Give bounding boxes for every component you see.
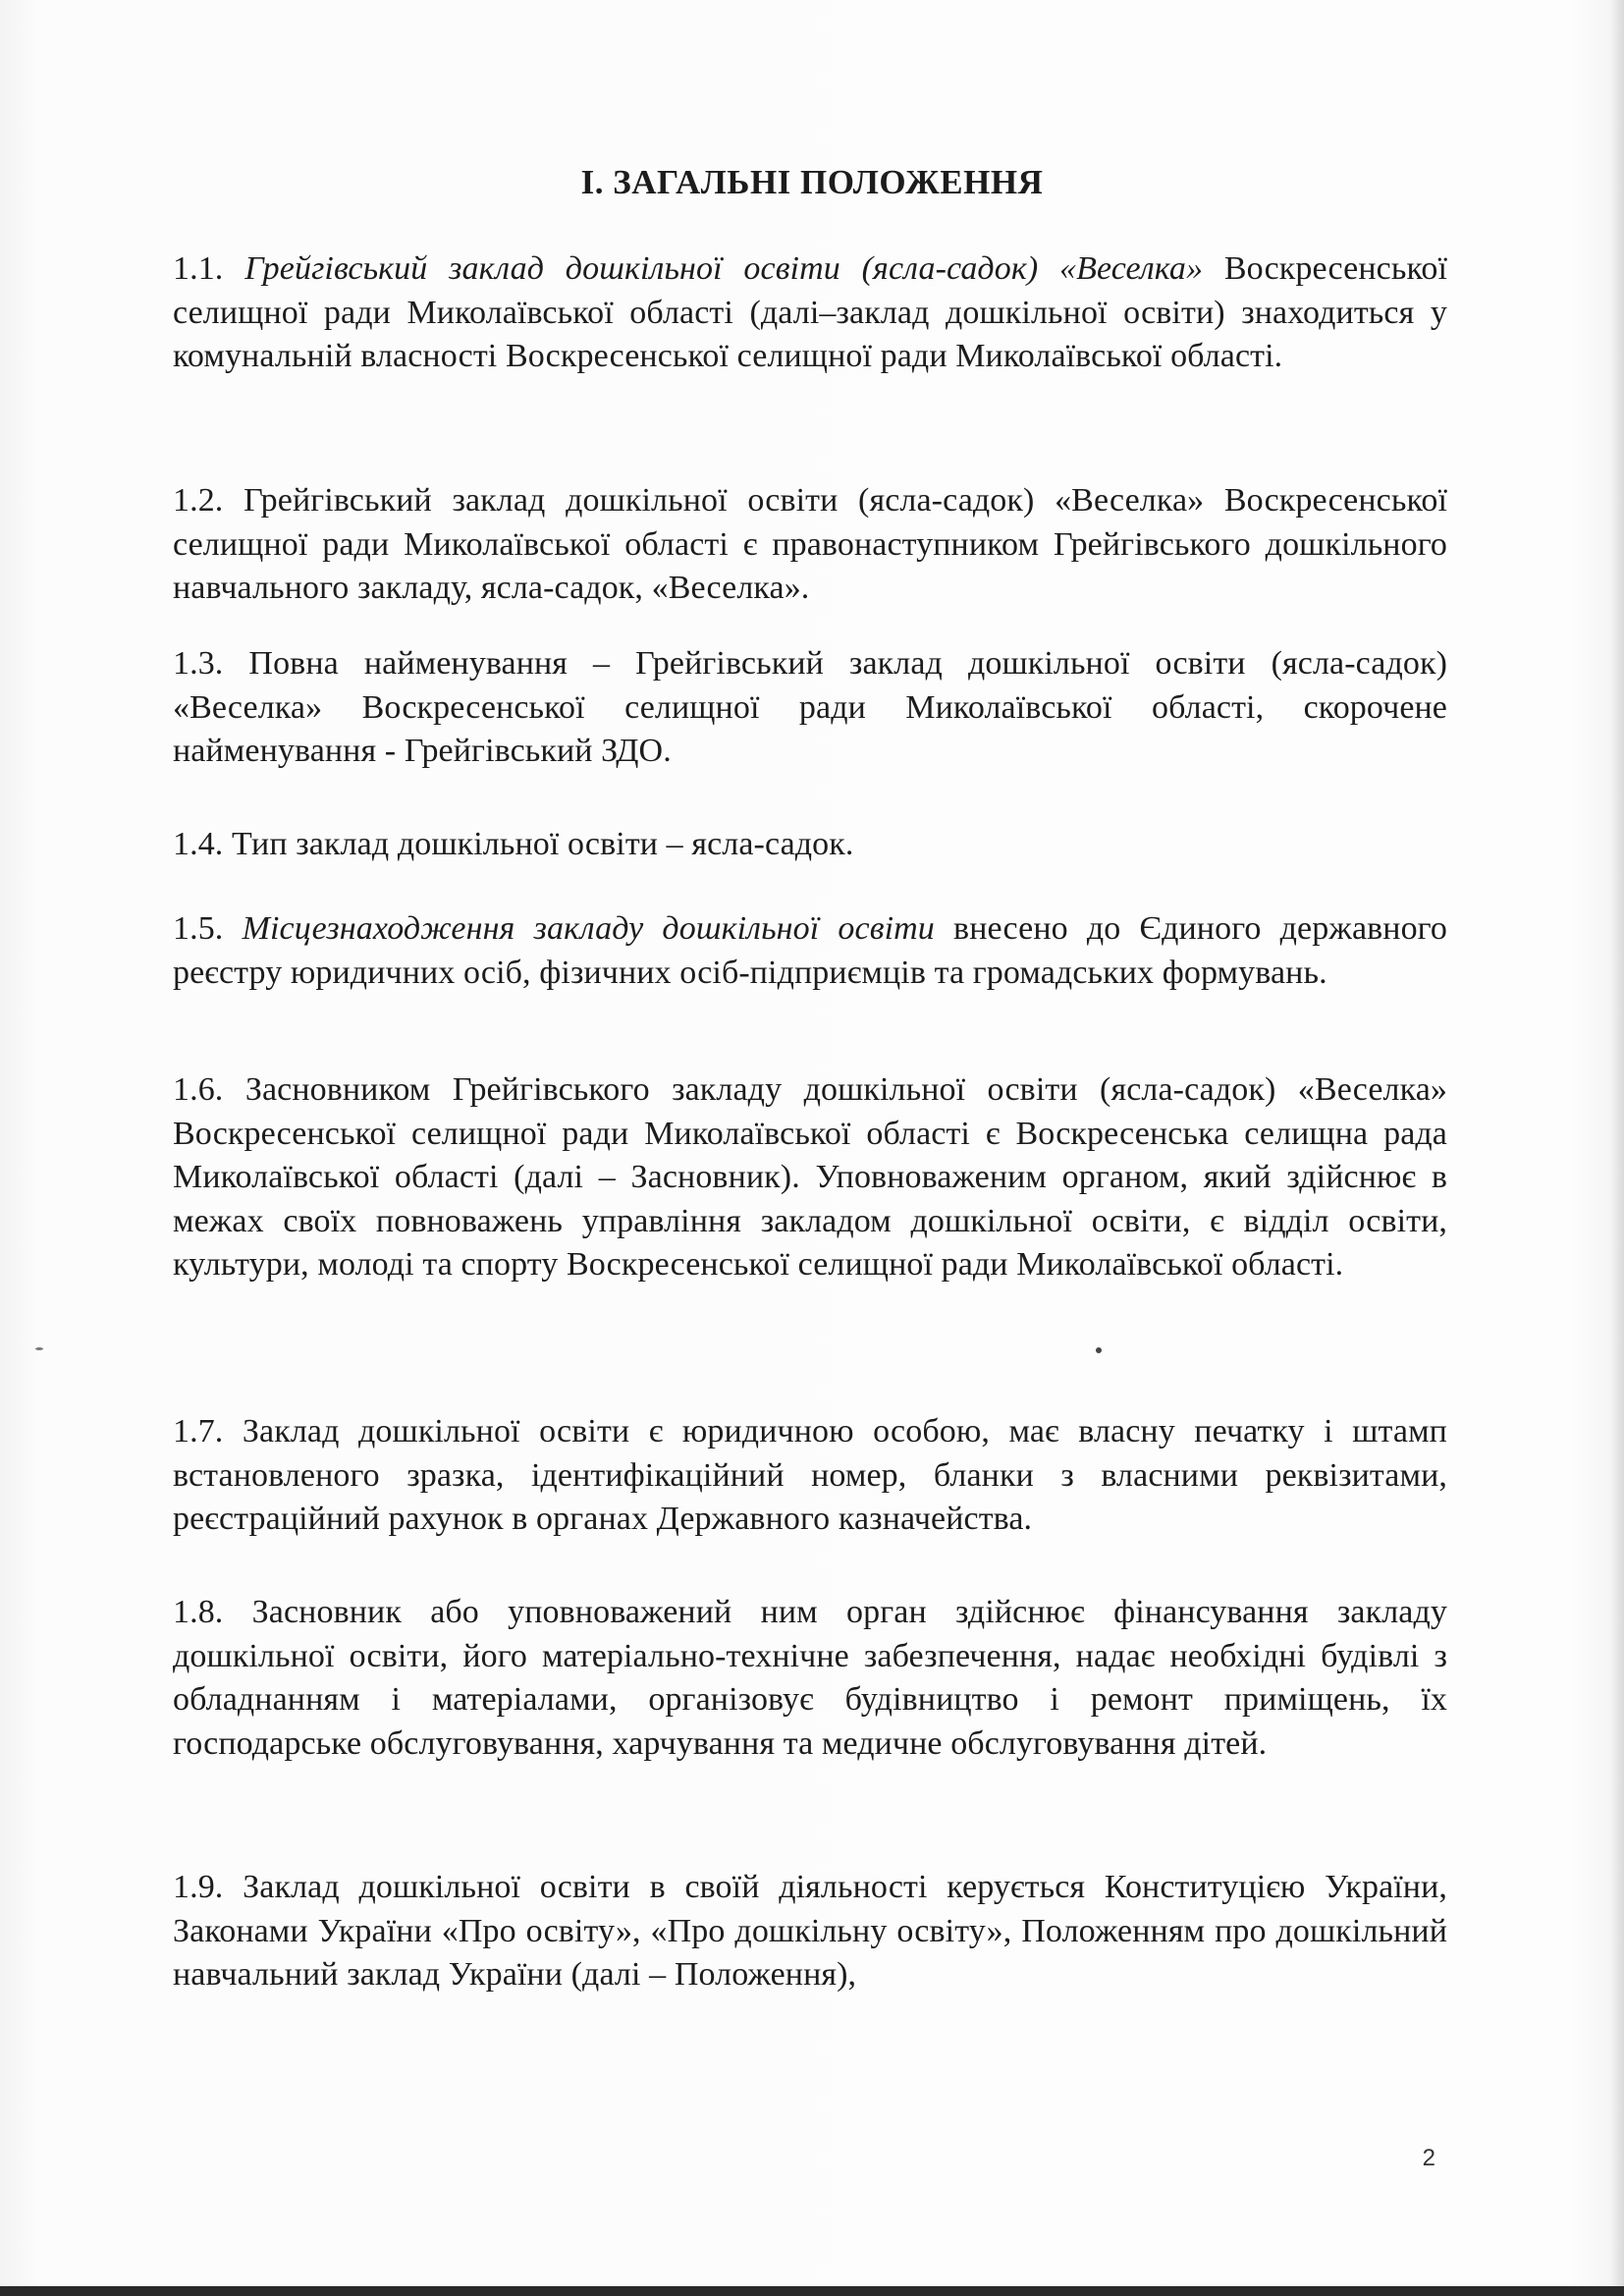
page-number: 2 [1422, 2145, 1435, 2171]
paragraph-1-9 [173, 1866, 1447, 1997]
paragraph-lead: Грейгівський заклад дошкільної освіти (ясла-садок) «Веселка» [244, 250, 1204, 287]
paragraph-text: Заклад дошкільної освіти в своїй діяльності керується Конституцією України, Законами України «Про освіту», «Про дошкільну освіту», Положенням про дошкільний навчальний заклад України (далі – Положення), [173, 1869, 1447, 1993]
paragraph-number: 1.3. [173, 645, 224, 682]
page-edge-shadow [1610, 0, 1624, 2296]
scan-speck [35, 1347, 43, 1350]
paragraph-number: 1.2. [173, 482, 224, 519]
paragraph-text: Засновник або уповноважений ним орган здійснює фінансування закладу дошкільної освіти, його матеріально-технічне забезпечення, надає необхідні будівлі з обладнанням і матеріалами, організовує будівництво і ремонт приміщень, їх господарське обслуговування, харчування та медичне обслуговування дітей. [173, 1594, 1447, 1762]
paragraph-number: 1.5. [173, 910, 224, 947]
section-title: I. ЗАГАЛЬНІ ПОЛОЖЕННЯ [580, 163, 1044, 201]
paragraph-number: 1.9. [173, 1869, 224, 1905]
paragraph-text: внесено до Єдиного державного реєстру юридичних осіб, фізичних осіб-підприємців та громадських формувань. [173, 910, 1447, 991]
scan-speck [1096, 1347, 1102, 1353]
paragraph-1-6 [173, 1068, 1447, 1287]
paragraph-1-2 [173, 479, 1447, 611]
paragraph-1-1 [173, 247, 1447, 379]
paragraph-1-3 [173, 642, 1447, 774]
paragraph-text: Засновником Грейгівського закладу дошкільної освіти (ясла-садок) «Веселка» Воскресенської селищної ради Миколаївської області є Воскресенська селищна рада Миколаївської області (далі – Засновник). Уповноваженим органом, який здійснює в межах своїх повноважень управління закладом дошкільної освіти, є відділ освіти, культури, молоді та спорту Воскресенської селищної ради Миколаївської області. [173, 1071, 1447, 1283]
paragraph-number: 1.7. [173, 1413, 224, 1449]
paragraph-number: 1.4. [173, 826, 224, 862]
paragraph-number: 1.8. [173, 1594, 224, 1630]
paragraph-1-8 [173, 1591, 1447, 1766]
paragraph-lead: Місцезнаходження закладу дошкільної освіти [242, 910, 935, 947]
paragraph-1-4 [173, 823, 1447, 867]
paragraph-text: Тип заклад дошкільної освіти – ясла-садок. [232, 826, 854, 862]
scan-bottom-edge [0, 2286, 1624, 2296]
paragraph-text: Воскресенської селищної ради Миколаївської області (далі–заклад дошкільної освіти) знаходиться у комунальній власності Воскресенської селищної ради Миколаївської області. [173, 250, 1447, 374]
paragraph-number: 1.6. [173, 1071, 224, 1108]
paragraph-text: Заклад дошкільної освіти є юридичною особою, має власну печатку і штамп встановленого зразка, ідентифікаційний номер, бланки з власними реквізитами, реєстраційний рахунок в органах Державного казначейства. [173, 1413, 1447, 1537]
paragraph-number: 1.1. [173, 250, 224, 287]
paragraph-1-7 [173, 1410, 1447, 1542]
paragraph-text: Повна найменування – Грейгівський заклад дошкільної освіти (ясла-садок) «Веселка» Воскресенської селищної ради Миколаївської області, скорочене найменування - Грейгівський ЗДО. [173, 645, 1447, 769]
paragraph-text: Грейгівський заклад дошкільної освіти (ясла-садок) «Веселка» Воскресенської селищної ради Миколаївської області є правонаступником Грейгівського дошкільного навчального закладу, ясла-садок, «Веселка». [173, 482, 1447, 606]
paragraph-1-5 [173, 907, 1447, 995]
